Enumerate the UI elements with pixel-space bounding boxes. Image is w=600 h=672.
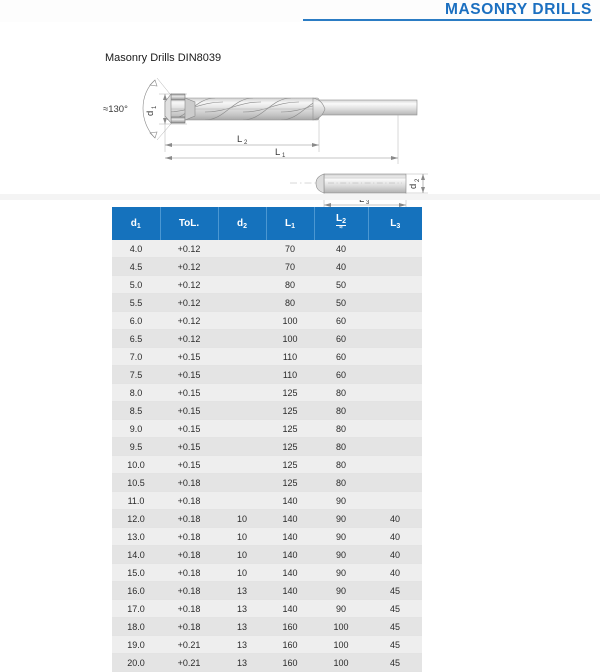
angle-label-text: ≈130° — [103, 104, 128, 115]
table-cell-tol.: +0.18 — [160, 600, 218, 618]
table-cell-d2 — [218, 294, 266, 312]
table-cell-tol.: +0.15 — [160, 456, 218, 474]
table-cell-d1: 6.0 — [112, 312, 160, 330]
table-cell-l3: 45 — [368, 582, 422, 600]
table-cell-l1: 125 — [266, 438, 314, 456]
table-cell-d2 — [218, 312, 266, 330]
table-cell-tol.: +0.12 — [160, 330, 218, 348]
table-cell-d2 — [218, 492, 266, 510]
table-cell-l2: 60 — [314, 312, 368, 330]
table-cell-l2: 40 — [314, 258, 368, 276]
table-cell-d1: 11.0 — [112, 492, 160, 510]
table-cell-d1: 13.0 — [112, 528, 160, 546]
table-row[interactable] — [112, 384, 422, 402]
table-cell-l3 — [368, 420, 422, 438]
table-cell-d2: 10 — [218, 546, 266, 564]
table-header-row — [112, 207, 422, 240]
table-cell-tol.: +0.21 — [160, 636, 218, 654]
table-cell-tol.: +0.18 — [160, 618, 218, 636]
table-cell-l2: 100 — [314, 636, 368, 654]
table-row[interactable] — [112, 510, 422, 528]
table-cell-d2 — [218, 240, 266, 258]
table-cell-l2: 80 — [314, 402, 368, 420]
table-cell-d2 — [218, 276, 266, 294]
table-cell-d1: 10.5 — [112, 474, 160, 492]
table-cell-d1: 10.0 — [112, 456, 160, 474]
table-cell-l1: 125 — [266, 456, 314, 474]
table-cell-tol.: +0.15 — [160, 348, 218, 366]
table-cell-d1: 9.0 — [112, 420, 160, 438]
table-row[interactable] — [112, 402, 422, 420]
diameter-d2-label: d — [408, 183, 419, 189]
header-divider-rule — [303, 19, 592, 21]
table-cell-l3 — [368, 456, 422, 474]
table-cell-l1: 140 — [266, 510, 314, 528]
table-cell-tol.: +0.18 — [160, 582, 218, 600]
table-row[interactable] — [112, 582, 422, 600]
table-cell-tol.: +0.18 — [160, 474, 218, 492]
table-cell-d2 — [218, 420, 266, 438]
dimension-l1-sub: 1 — [282, 153, 286, 159]
table-cell-tol.: +0.15 — [160, 384, 218, 402]
table-cell-d2: 13 — [218, 654, 266, 672]
drill-shank-body — [317, 100, 417, 115]
drill-bit-main-drawing — [95, 72, 425, 167]
table-cell-l3 — [368, 366, 422, 384]
table-cell-tol.: +0.18 — [160, 510, 218, 528]
column-header-tol[interactable]: ToL. — [160, 207, 218, 240]
table-row[interactable] — [112, 492, 422, 510]
table-cell-l3 — [368, 330, 422, 348]
table-cell-l3 — [368, 384, 422, 402]
table-cell-l1: 140 — [266, 492, 314, 510]
table-cell-d2 — [218, 348, 266, 366]
table-cell-l3: 45 — [368, 618, 422, 636]
table-cell-d2 — [218, 258, 266, 276]
column-header-l3[interactable]: $L_3$ — [368, 207, 422, 240]
table-row[interactable] — [112, 276, 422, 294]
column-header-l1[interactable]: $L_1$ — [266, 207, 314, 240]
table-cell-d1: 8.0 — [112, 384, 160, 402]
table-cell-l2: 60 — [314, 330, 368, 348]
table-cell-d1: 6.5 — [112, 330, 160, 348]
table-cell-l3 — [368, 294, 422, 312]
table-cell-tol.: +0.15 — [160, 438, 218, 456]
table-row[interactable] — [112, 294, 422, 312]
table-cell-d1: 18.0 — [112, 618, 160, 636]
table-cell-l3 — [368, 276, 422, 294]
table-row[interactable] — [112, 420, 422, 438]
table-cell-l2: 50 — [314, 276, 368, 294]
table-cell-l3 — [368, 438, 422, 456]
table-cell-l2: 50 — [314, 294, 368, 312]
table-cell-d1: 15.0 — [112, 564, 160, 582]
table-cell-l3 — [368, 258, 422, 276]
table-cell-l2: 90 — [314, 528, 368, 546]
table-cell-d2 — [218, 384, 266, 402]
table-cell-d2: 10 — [218, 528, 266, 546]
table-cell-d1: 20.0 — [112, 654, 160, 672]
table-cell-l1: 140 — [266, 600, 314, 618]
table-cell-d1: 14.0 — [112, 546, 160, 564]
table-cell-d1: 19.0 — [112, 636, 160, 654]
diameter-d2-sub: 2 — [415, 178, 421, 182]
table-row[interactable] — [112, 312, 422, 330]
table-cell-l1: 100 — [266, 312, 314, 330]
table-cell-tol.: +0.21 — [160, 654, 218, 672]
table-cell-l1: 110 — [266, 348, 314, 366]
table-cell-l2: 100 — [314, 654, 368, 672]
table-cell-l2: 80 — [314, 474, 368, 492]
table-row[interactable] — [112, 330, 422, 348]
table-cell-l3 — [368, 348, 422, 366]
table-cell-l1: 160 — [266, 636, 314, 654]
table-cell-d2 — [218, 438, 266, 456]
table-cell-d1: 5.5 — [112, 294, 160, 312]
table-cell-tol.: +0.18 — [160, 564, 218, 582]
table-cell-l3 — [368, 402, 422, 420]
table-cell-tol.: +0.18 — [160, 492, 218, 510]
table-cell-l1: 160 — [266, 618, 314, 636]
table-cell-l3 — [368, 492, 422, 510]
table-row[interactable] — [112, 618, 422, 636]
technical-drawing-area — [0, 22, 600, 206]
table-cell-l2: 80 — [314, 438, 368, 456]
table-cell-d2 — [218, 474, 266, 492]
table-row[interactable] — [112, 474, 422, 492]
table-cell-l1: 160 — [266, 654, 314, 672]
dimension-l1 — [165, 115, 398, 164]
table-cell-d1: 9.5 — [112, 438, 160, 456]
table-cell-d2: 13 — [218, 618, 266, 636]
table-cell-l2: 60 — [314, 366, 368, 384]
table-cell-tol.: +0.15 — [160, 402, 218, 420]
table-row[interactable] — [112, 456, 422, 474]
table-cell-l2: 90 — [314, 564, 368, 582]
table-cell-l1: 140 — [266, 528, 314, 546]
table-cell-l1: 140 — [266, 582, 314, 600]
shank-detail-end-cap — [316, 174, 324, 193]
table-cell-l1: 125 — [266, 474, 314, 492]
table-row[interactable] — [112, 546, 422, 564]
table-cell-l2: 90 — [314, 492, 368, 510]
table-cell-d2: 13 — [218, 636, 266, 654]
table-cell-l2: 90 — [314, 510, 368, 528]
specification-table — [112, 207, 422, 672]
table-cell-l2: 40 — [314, 240, 368, 258]
table-cell-l2: 60 — [314, 348, 368, 366]
table-row[interactable] — [112, 654, 422, 672]
table-cell-tol.: +0.12 — [160, 276, 218, 294]
shank-detail-body — [324, 174, 406, 193]
table-cell-tol.: +0.15 — [160, 366, 218, 384]
table-cell-l1: 70 — [266, 240, 314, 258]
table-cell-l1: 80 — [266, 276, 314, 294]
diameter-d2-dimension — [406, 174, 428, 193]
page-header — [0, 0, 600, 22]
table-row[interactable] — [112, 600, 422, 618]
table-cell-tol.: +0.18 — [160, 546, 218, 564]
diameter-d1-sub: 1 — [152, 105, 158, 109]
table-cell-l3: 45 — [368, 636, 422, 654]
table-cell-l3 — [368, 240, 422, 258]
table-cell-l3: 40 — [368, 528, 422, 546]
table-cell-l2: 90 — [314, 600, 368, 618]
table-cell-tol.: +0.12 — [160, 240, 218, 258]
table-cell-l3: 40 — [368, 546, 422, 564]
dimension-l3-sub: 3 — [366, 200, 370, 206]
table-row[interactable] — [112, 636, 422, 654]
table-row[interactable] — [112, 258, 422, 276]
table-cell-l2: 80 — [314, 384, 368, 402]
table-row[interactable] — [112, 348, 422, 366]
page-title: MASONRY DRILLS — [444, 1, 592, 18]
table-cell-l1: 100 — [266, 330, 314, 348]
table-cell-l3: 40 — [368, 564, 422, 582]
table-cell-d1: 5.0 — [112, 276, 160, 294]
table-cell-tol.: +0.12 — [160, 294, 218, 312]
table-cell-d2: 13 — [218, 582, 266, 600]
table-cell-d1: 4.0 — [112, 240, 160, 258]
column-header-l2[interactable]: $L_2$ ≈ — [314, 207, 368, 240]
table-cell-l1: 125 — [266, 402, 314, 420]
specification-table-container — [112, 207, 422, 672]
table-row[interactable] — [112, 240, 422, 258]
table-body — [112, 240, 422, 672]
table-cell-tol.: +0.12 — [160, 258, 218, 276]
table-cell-d1: 7.5 — [112, 366, 160, 384]
table-row[interactable] — [112, 528, 422, 546]
table-cell-d2: 10 — [218, 564, 266, 582]
table-cell-d2: 13 — [218, 600, 266, 618]
table-cell-d1: 8.5 — [112, 402, 160, 420]
table-cell-tol.: +0.12 — [160, 312, 218, 330]
table-cell-l1: 125 — [266, 384, 314, 402]
table-cell-tol.: +0.15 — [160, 420, 218, 438]
table-cell-d1: 16.0 — [112, 582, 160, 600]
table-row[interactable] — [112, 564, 422, 582]
table-cell-d2 — [218, 366, 266, 384]
table-cell-l2: 90 — [314, 546, 368, 564]
table-cell-l2: 80 — [314, 420, 368, 438]
table-cell-l3: 45 — [368, 654, 422, 672]
dimension-l2 — [165, 120, 319, 152]
drawing-area-footer-band — [0, 194, 600, 200]
table-cell-d2 — [218, 330, 266, 348]
table-cell-d1: 12.0 — [112, 510, 160, 528]
dimension-l2-sub: 2 — [244, 140, 248, 146]
table-cell-l1: 125 — [266, 420, 314, 438]
table-cell-l1: 140 — [266, 564, 314, 582]
table-cell-l1: 140 — [266, 546, 314, 564]
table-cell-l3: 40 — [368, 510, 422, 528]
table-cell-l3 — [368, 312, 422, 330]
table-cell-l1: 80 — [266, 294, 314, 312]
table-cell-d1: 17.0 — [112, 600, 160, 618]
table-cell-d2 — [218, 402, 266, 420]
table-cell-l3 — [368, 474, 422, 492]
table-cell-d2: 10 — [218, 510, 266, 528]
column-header-d1[interactable]: $d_1$ — [112, 207, 160, 240]
table-cell-l1: 110 — [266, 366, 314, 384]
table-cell-d1: 4.5 — [112, 258, 160, 276]
column-header-d2[interactable]: $d_2$ — [218, 207, 266, 240]
table-cell-l1: 70 — [266, 258, 314, 276]
table-row[interactable] — [112, 366, 422, 384]
drawing-subtitle: Masonry Drills DIN8039 — [105, 52, 222, 64]
table-cell-l2: 80 — [314, 456, 368, 474]
table-cell-tol.: +0.18 — [160, 528, 218, 546]
table-cell-l2: 90 — [314, 582, 368, 600]
table-cell-l3: 45 — [368, 600, 422, 618]
table-cell-d2 — [218, 456, 266, 474]
table-row[interactable] — [112, 438, 422, 456]
diameter-d1-label: d — [145, 110, 156, 116]
table-cell-l2: 100 — [314, 618, 368, 636]
dimension-l1-label: L — [275, 147, 281, 158]
dimension-l2-label: L — [237, 134, 243, 145]
table-cell-d1: 7.0 — [112, 348, 160, 366]
